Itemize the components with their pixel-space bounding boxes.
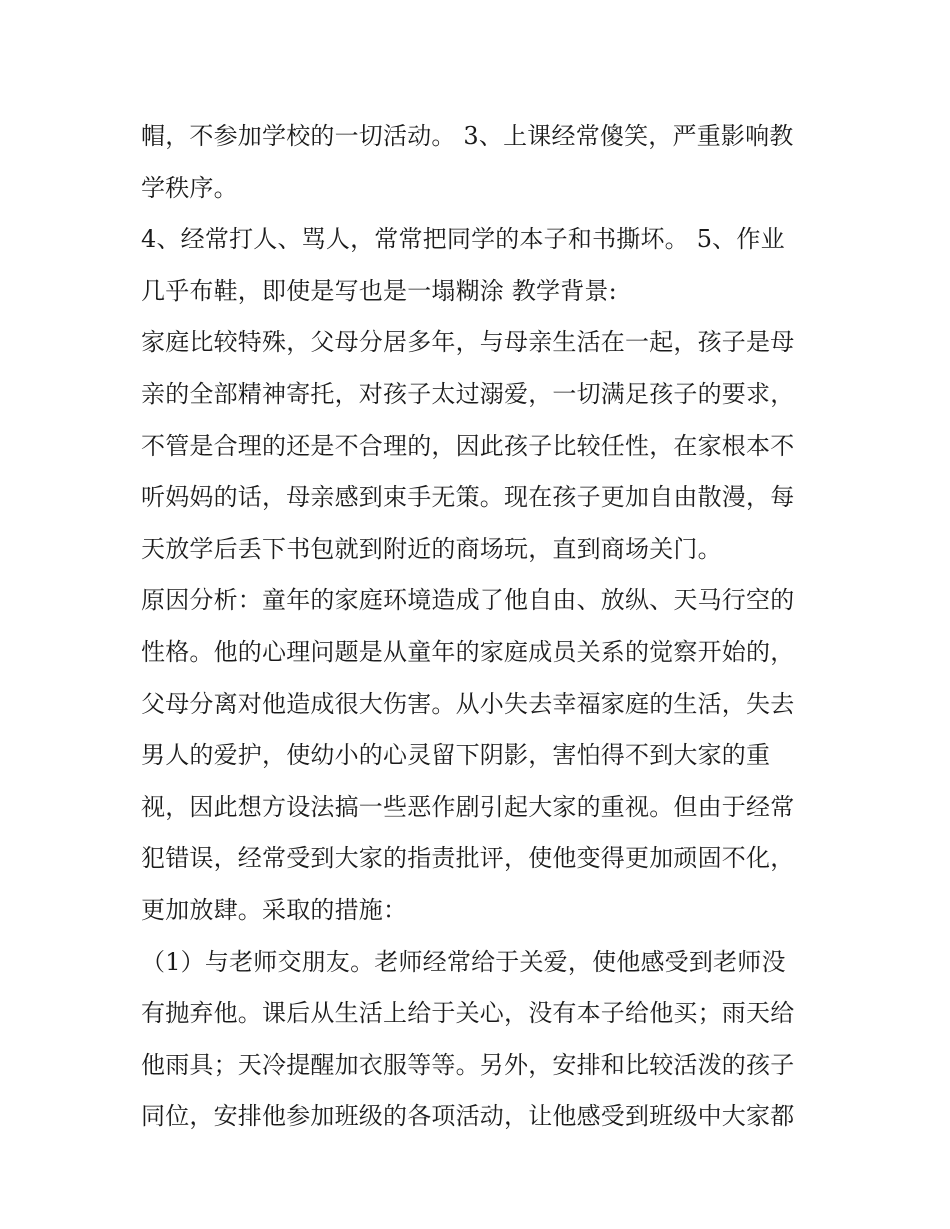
text-line-6: 亲的全部精神寄托，对孩子太过溺爱，一切满足孩子的要求， [141,379,795,408]
text-line-1: 帽，不参加学校的一切活动。 3、上课经常傻笑，严重影响教 [141,122,794,150]
body-text [141,111,813,1143]
text-line-4: 几乎布鞋，即使是写也是一塌糊涂 教学背景: [141,276,617,305]
text-line-13: 男人的爱护，使幼小的心灵留下阴影，害怕得不到大家的重 [141,741,771,770]
text-line-7: 不管是合理的还是不合理的，因此孩子比较任性，在家根本不 [141,431,795,460]
text-line-17: （1）与老师交朋友。老师经常给于关爱，使他感受到老师没 [141,947,786,976]
text-line-5: 家庭比较特殊，父母分居多年，与母亲生活在一起，孩子是母 [141,328,795,357]
text-line-8: 听妈妈的话，母亲感到束手无策。现在孩子更加自由散漫，每 [141,483,795,512]
text-line-16: 更加放肆。采取的措施： [141,895,408,924]
text-line-20: 同位，安排他参加班级的各项活动，让他感受到班级中大家都 [141,1102,795,1131]
text-line-11: 性格。他的心理问题是从童年的家庭成员关系的觉察开始的， [141,637,795,666]
text-line-15: 犯错误，经常受到大家的指责批评，使他变得更加顽固不化， [141,844,795,873]
text-line-19: 他雨具；天冷提醒加衣服等等。另外，安排和比较活泼的孩子 [141,1050,795,1079]
text-line-14: 视，因此想方设法搞一些恶作剧引起大家的重视。但由于经常 [141,792,795,821]
text-line-3: 4、经常打人、骂人，常常把同学的本子和书撕坏。 5、作业 [141,225,785,254]
text-line-9: 天放学后丢下书包就到附近的商场玩，直到商场关门。 [141,534,722,563]
text-line-12: 父母分离对他造成很大伤害。从小失去幸福家庭的生活，失去 [141,689,795,718]
text-line-2: 学秩序。 [141,173,238,202]
text-line-18: 有抛弃他。课后从生活上给于关心，没有本子给他买；雨天给 [141,999,795,1028]
text-line-10: 原因分析：童年的家庭环境造成了他自由、放纵、天马行空的 [141,586,795,615]
